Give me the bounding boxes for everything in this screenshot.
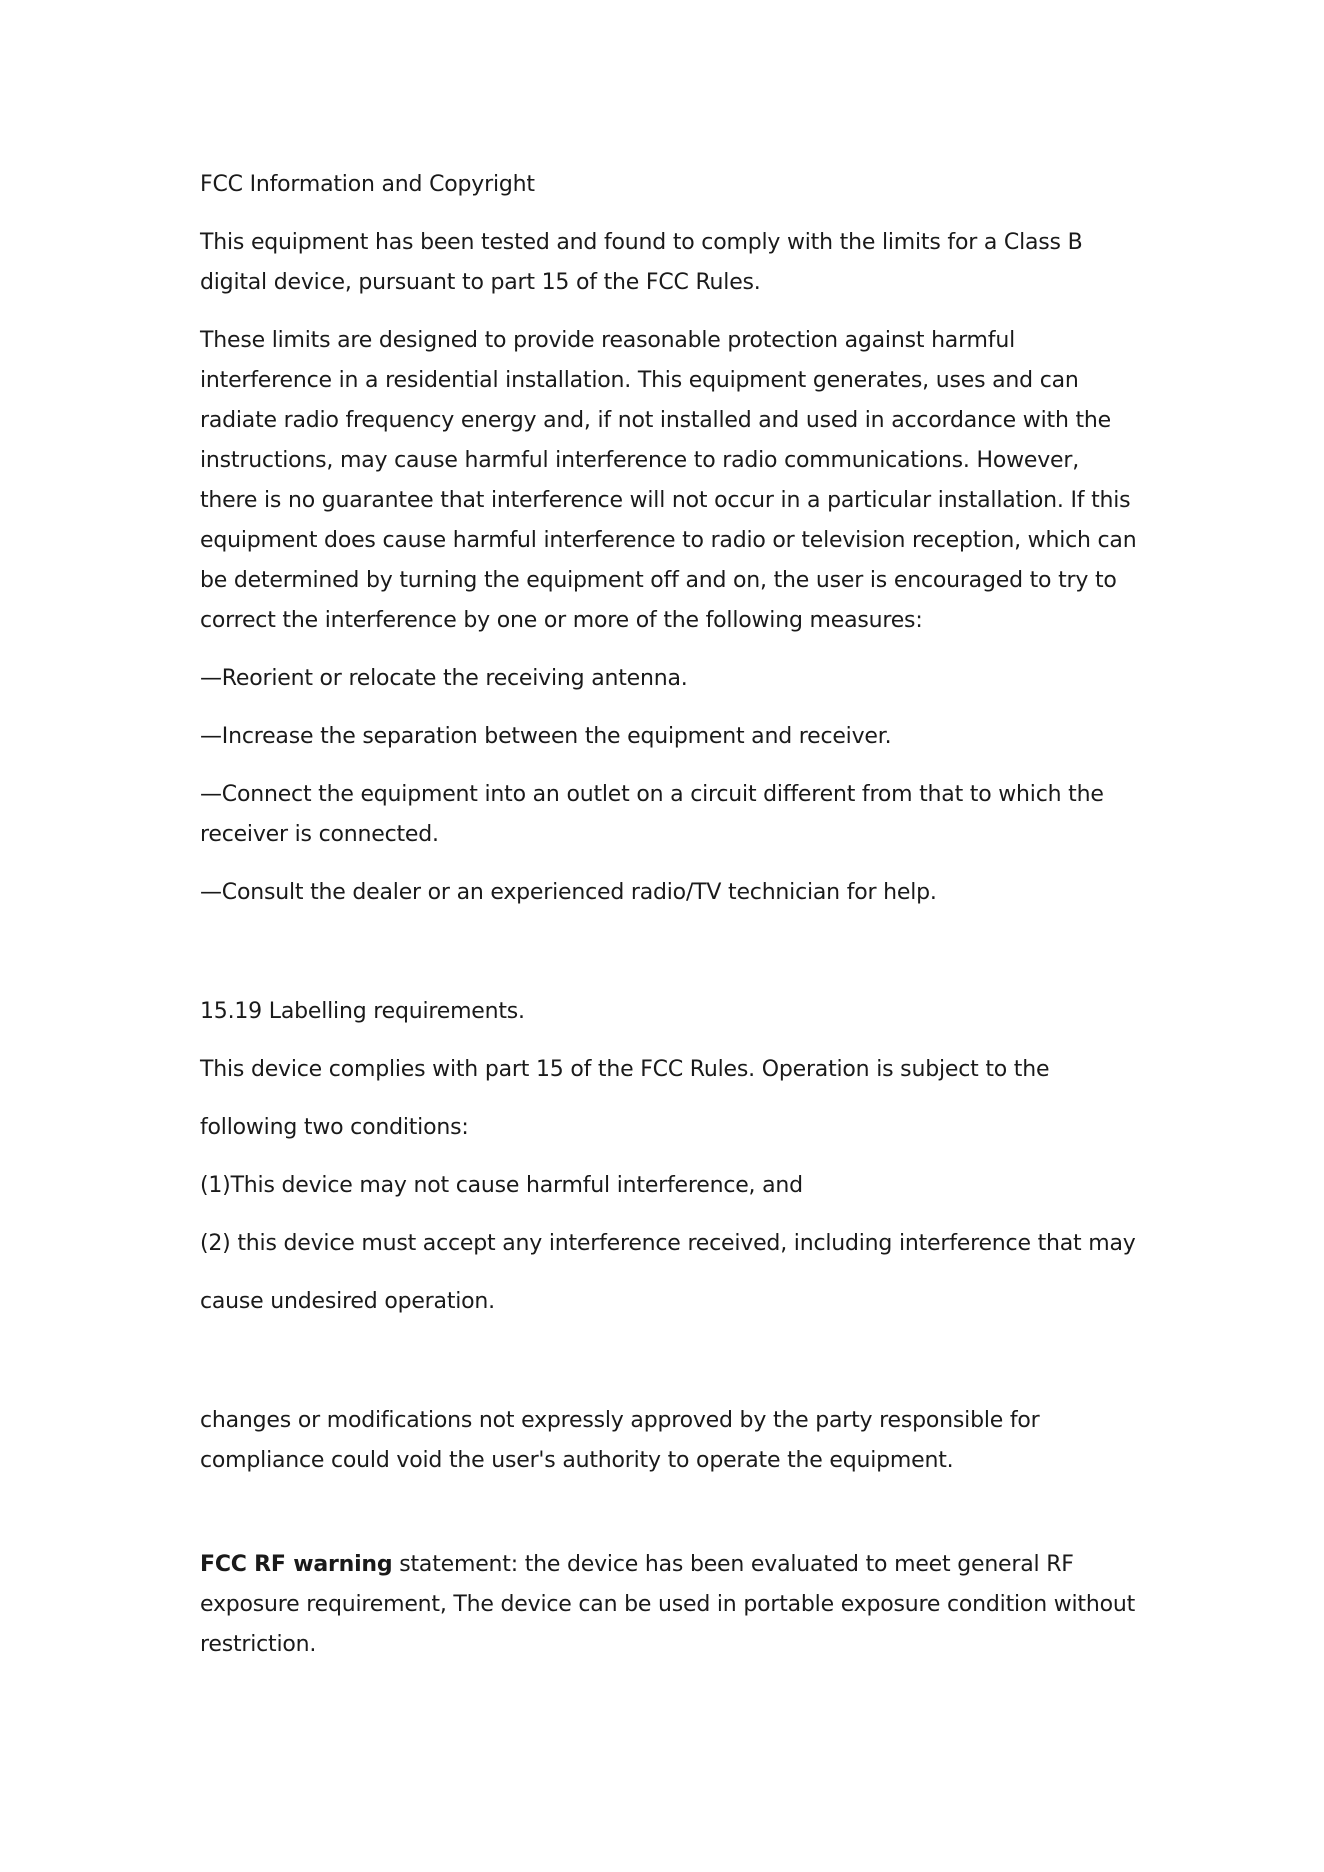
measure-item: —Reorient or relocate the receiving antenna. (200, 666, 688, 691)
paragraph-limits: These limits are designed to provide reasonable protection against harmful interference in a residential installation. This equipment generates, uses and can radiate radio frequency energy and, if not installed and used in accordance with the instructions, may cause harmful interference to radio communications. However, there is no guarantee that interference will not occur in a particular installation. If this equipment does cause harmful interference to radio or television reception, which can be determined by turning the equipment off and on, the user is encouraged to try to correct the interference by one or more of the following measures: (200, 328, 1137, 633)
labelling-heading: 15.19 Labelling requirements. (200, 999, 525, 1024)
measure-item: —Increase the separation between the equipment and receiver. (200, 724, 892, 749)
measure-item: —Connect the equipment into an outlet on a circuit different from that to which the receiver is connected. (200, 782, 1104, 847)
condition-item: (2) this device must accept any interference received, including interference that may (200, 1231, 1136, 1256)
document-title: FCC Information and Copyright (200, 172, 535, 197)
condition-item: (1)This device may not cause harmful interference, and (200, 1173, 803, 1198)
condition-item: cause undesired operation. (200, 1289, 495, 1314)
paragraph-rf-warning (200, 1545, 1140, 1665)
labelling-text-line: following two conditions: (200, 1115, 469, 1140)
measure-item: —Consult the dealer or an experienced radio/TV technician for help. (200, 880, 937, 905)
document-page (200, 165, 1140, 1665)
rf-warning-label: FCC RF warning (200, 1552, 393, 1577)
labelling-text-line: This device complies with part 15 of the FCC Rules. Operation is subject to the (200, 1057, 1050, 1082)
rf-warning-text: statement: the device has been evaluated to meet general RF exposure requirement, The device can be used in portable exposure condition without restriction. (200, 1552, 1136, 1657)
paragraph-changes: changes or modifications not expressly approved by the party responsible for compliance could void the user's authority to operate the equipment. (200, 1408, 1040, 1473)
labelling-section (200, 983, 1140, 1331)
paragraph-compliance: This equipment has been tested and found to comply with the limits for a Class B digital device, pursuant to part 15 of the FCC Rules. (200, 230, 1083, 295)
